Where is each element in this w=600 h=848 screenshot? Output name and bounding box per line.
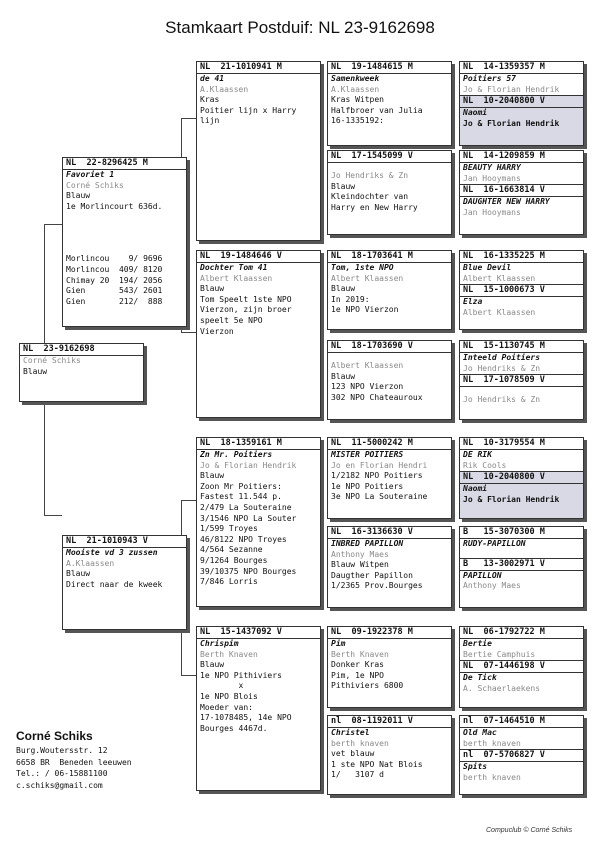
connector — [181, 118, 196, 119]
breeder-name: Anthony Maes — [331, 549, 389, 559]
connector — [181, 500, 196, 501]
ring-number: nl 07-1464510 M — [460, 716, 583, 728]
ring-number: NL 15-1130745 M — [460, 341, 583, 353]
info-line: Kleindochter van — [331, 192, 409, 202]
info-line: 1e NPO Pithiviers — [200, 670, 282, 680]
breeder-name: Jo en Florian Hendri — [331, 460, 428, 470]
ring-number: NL 15-1000673 V — [460, 285, 583, 297]
pigeon-name: Inteeld Poitiers — [463, 353, 541, 362]
info-line: Blauw — [331, 371, 356, 381]
info-line: 17-1078485, 14e NPO — [200, 713, 292, 723]
spacer — [328, 163, 451, 171]
ring-number: nl 08-1192011 V — [328, 716, 451, 728]
breeder-name: Albert Klaassen — [463, 273, 536, 283]
breeder-address: Burg.Woutersstr. 12 — [16, 746, 108, 755]
ring-number: NL 14-1359357 M — [460, 62, 583, 74]
info-line: 3/1546 NPO La Souter — [200, 513, 297, 523]
result-line: Morlincou 409/ 8120 — [66, 264, 163, 274]
info-line: 4/564 Sezanne — [200, 545, 263, 555]
ring-number: NL 17-1545099 V — [328, 151, 451, 163]
ggg-sub-entry[interactable] — [460, 374, 583, 406]
info-line: Blauw — [331, 181, 356, 191]
info-line: 46/8122 NPO Troyes — [200, 534, 287, 544]
pigeon-name: de 41 — [200, 74, 225, 83]
info-line: In 2019: — [331, 294, 370, 304]
ring-number: NL 19-1484646 V — [197, 251, 320, 263]
info-line: Blauw — [331, 284, 356, 294]
grandsire-maternal-card[interactable] — [196, 437, 321, 607]
pigeon-name: RUDY-PAPILLON — [463, 539, 526, 548]
info-line: Blauw Witpen — [331, 560, 389, 570]
ggg-sub-entry[interactable] — [460, 95, 583, 146]
ring-number: NL 16-1335225 M — [460, 251, 583, 263]
pigeon-name: PAPILLON — [463, 570, 502, 580]
great-grandparent-card[interactable] — [327, 61, 452, 146]
page-title: Stamkaart Postduif: NL 23-9162698 — [165, 18, 435, 37]
great-grandparent-card[interactable] — [327, 150, 452, 235]
ggg-sub-entry[interactable] — [460, 471, 583, 518]
ring-number: NL 18-1359161 M — [197, 438, 320, 450]
footer-credit: Compuclub © Corné Schiks — [486, 827, 573, 834]
pigeon-name: Spits — [463, 762, 488, 772]
breeder-name: Albert Klaassen — [463, 307, 536, 317]
subject-line: Corné Schiks — [23, 356, 81, 365]
breeder-name: Jo & Florian Hendrik — [463, 118, 560, 128]
subject-card[interactable] — [19, 343, 144, 402]
info-line: Bourges 4467d. — [200, 723, 268, 733]
pigeon-name: Naomi — [463, 108, 488, 118]
result-line: Gien 543/ 2601 — [66, 286, 163, 296]
breeder-name: Jo Hendriks & Zn — [463, 363, 541, 373]
info-line: 16-1335192: — [331, 116, 384, 126]
ring-number: B 13-3002971 V — [460, 559, 583, 571]
info-line: Tom Speelt 1ste NPO — [200, 294, 292, 304]
ggg-pair-card[interactable] — [459, 250, 584, 330]
ring-number: NL 10-2040800 V — [460, 472, 583, 484]
connector — [181, 500, 182, 540]
ring-number: NL 21-1010943 V — [63, 536, 186, 548]
ring-number: NL 10-3179554 M — [460, 438, 583, 450]
ggg-pair-card[interactable] — [459, 340, 584, 420]
info-line: 7/846 Lorris — [200, 577, 258, 587]
spacer — [460, 387, 583, 395]
result-line: Gien 212/ 888 — [66, 296, 163, 306]
ring-number: NL 10-2040800 V — [460, 96, 583, 108]
ggg-pair-card[interactable] — [459, 61, 584, 146]
pigeon-name: Dochter Tom 41 — [200, 263, 268, 272]
ring-number: NL 09-1922378 M — [328, 627, 451, 639]
spacer — [460, 550, 583, 558]
ring-number — [63, 158, 186, 170]
info-line: 2/479 La Souteraine — [200, 502, 292, 512]
breeder-name: Bertie Camphuis — [463, 649, 536, 659]
breeder-name: A.Klaassen — [66, 558, 115, 568]
info-line: Fastest 11.544 p. — [200, 492, 282, 502]
info-line: Moeder van: — [200, 702, 253, 712]
granddam-maternal-card[interactable] — [196, 626, 321, 791]
info-line: 302 NPO Chateauroux — [331, 392, 423, 402]
connector — [181, 332, 196, 333]
pigeon-name: Elza — [463, 297, 483, 307]
info-line: 1/ 3107 d — [331, 770, 384, 780]
great-grandparent-card[interactable] — [327, 715, 452, 795]
great-grandparent-card[interactable] — [327, 626, 452, 708]
info-line: 39/10375 NPO Bourges — [200, 566, 297, 576]
great-grandparent-card[interactable] — [327, 340, 452, 420]
ring-number: NL 11-5000242 M — [328, 438, 451, 450]
connector — [44, 401, 45, 515]
pigeon-name: Naomi — [463, 484, 488, 494]
ring-number: NL 21-1010941 M — [197, 62, 320, 74]
breeder-name: Anthony Maes — [463, 581, 521, 591]
pigeon-name: Favoriet 1 — [66, 170, 115, 179]
ring-number: NL 14-1209859 M — [460, 151, 583, 163]
connector — [181, 675, 196, 676]
pigeon-name: Mooiste vd 3 zussen — [66, 548, 158, 557]
ggg-sub-entry[interactable] — [460, 749, 583, 783]
connector — [44, 515, 62, 516]
breeder-name: Corné Schiks — [66, 180, 124, 190]
info-line: Vierzon, zijn broer — [200, 305, 292, 315]
pigeon-name: Tom, 1ste NPO — [331, 263, 394, 272]
breeder-name: Jo & Florian Hendrik — [463, 494, 560, 504]
granddam-paternal-card[interactable] — [196, 250, 321, 418]
info-line: Direct naar de kweek — [66, 579, 163, 589]
info-line: Zoon Mr Poitiers: — [200, 481, 282, 491]
pigeon-name: Zn Mr. Poitiers — [200, 450, 273, 459]
breeder-name: Jo Hendriks & Zn — [463, 395, 541, 405]
breeder-name: Rik Cools — [463, 460, 507, 470]
breeder-name: A. Schaerlaekens — [463, 683, 541, 693]
ring-number: NL 18-1703690 V — [328, 341, 451, 353]
breeder-name: A.Klaassen — [331, 84, 380, 94]
connector — [44, 224, 62, 225]
ggg-pair-card[interactable] — [459, 526, 584, 608]
breeder-email[interactable]: c.schiks@gmail.com — [16, 780, 103, 790]
ggg-sub-entry[interactable] — [460, 184, 583, 218]
info-line: Kras — [200, 95, 220, 105]
pigeon-name: MISTER POITIERS — [331, 450, 404, 459]
pigeon-name: De Tick — [463, 673, 497, 683]
info-line: 1 ste NPO Nat Blois — [331, 759, 423, 769]
pigeon-name: Christel — [331, 728, 370, 737]
result-line: Chimay 20 194/ 2056 — [66, 275, 163, 285]
breeder-postal: 6658 BR Beneden leeuwen — [16, 757, 132, 767]
ring-number: NL 07-1446198 V — [460, 661, 583, 673]
ring-number: B 15-3070300 M — [460, 527, 583, 539]
info-line: 1e NPO Blois — [200, 691, 258, 701]
breeder-name: Corné Schiks — [16, 729, 93, 743]
pigeon-name: DE RIK — [463, 450, 492, 459]
ggg-pair-card[interactable] — [459, 150, 584, 235]
pigeon-name: BEAUTY HARRY — [463, 163, 521, 172]
info-line: Blauw — [200, 660, 225, 670]
breeder-name: Berth Knaven — [331, 649, 389, 659]
ring-number: NL 17-1078509 V — [460, 375, 583, 387]
pigeon-name: Blue Devil — [463, 263, 512, 272]
breeder-phone: Tel.: / 06-15881100 — [16, 769, 108, 778]
info-line: Harry en New Harry — [331, 202, 418, 212]
great-grandparent-card[interactable] — [327, 250, 452, 330]
info-line: Blauw — [66, 191, 91, 201]
connector — [44, 224, 45, 344]
ggg-pair-card[interactable] — [459, 626, 584, 708]
pigeon-name: INBRED PAPILLON — [331, 539, 404, 548]
pigeon-name: Poitiers 57 — [463, 74, 516, 83]
info-line: Pithiviers 6800 — [331, 681, 404, 691]
pigeon-name: DAUGHTER NEW HARRY — [463, 197, 550, 207]
ggg-pair-card[interactable] — [459, 715, 584, 795]
info-line: Vierzon — [200, 326, 234, 336]
info-line: 1/2365 Prov.Bourges — [331, 581, 423, 591]
info-line: 1/599 Troyes — [200, 524, 258, 534]
info-line: Pim, 1e NPO — [331, 670, 384, 680]
breeder-name: Jo & Florian Hendrik — [463, 84, 560, 94]
great-grandparent-card[interactable] — [327, 437, 452, 519]
great-grandparent-card[interactable] — [327, 526, 452, 608]
info-line: Blauw — [200, 471, 225, 481]
breeder-name: berth knaven — [463, 772, 521, 782]
sire-card[interactable] — [62, 157, 187, 327]
info-line: 123 NPO Vierzon — [331, 382, 404, 392]
breeder-name: Albert Klaassen — [200, 273, 273, 283]
info-line: x — [200, 681, 244, 691]
result-line: Morlincou 9/ 9696 — [66, 254, 163, 264]
ggg-pair-card[interactable] — [459, 437, 584, 519]
ring-number: NL 23-9162698 — [20, 344, 143, 356]
info-line: Kras Witpen — [331, 95, 384, 105]
info-line: vet blauw — [331, 749, 375, 759]
info-line: Halfbroer van Julia — [331, 105, 423, 115]
breeder-name: Jan Hooymans — [463, 207, 521, 217]
info-line: 9/1264 Bourges — [200, 555, 268, 565]
ring-number: NL 06-1792722 M — [460, 627, 583, 639]
ring-number-text: NL 22-8296425 M — [66, 158, 148, 168]
info-line: 3e NPO La Souteraine — [331, 492, 428, 502]
info-line: 1e NPO Poitiers — [331, 481, 404, 491]
ring-number: NL 18-1703641 M — [328, 251, 451, 263]
breeder-info — [16, 729, 132, 791]
breeder-name: Jo Hendriks & Zn — [331, 171, 409, 180]
breeder-name: Jan Hooymans — [463, 173, 521, 183]
info-line: Blauw — [200, 284, 225, 294]
ring-number: NL 16-3136630 V — [328, 527, 451, 539]
breeder-name: Albert Klaassen — [331, 273, 404, 283]
info-line: Daugther Papillon — [331, 570, 413, 580]
info-line: 1e NPO Vierzon — [331, 305, 399, 315]
breeder-name: Berth Knaven — [200, 649, 258, 659]
ring-number: NL 16-1663814 V — [460, 185, 583, 197]
ggg-sub-entry[interactable] — [460, 660, 583, 694]
pigeon-name: Chrispim — [200, 639, 239, 648]
pigeon-name: Bertie — [463, 639, 492, 648]
breeder-name: berth knaven — [331, 738, 389, 748]
info-line: 1/2182 NPO Poitiers — [331, 471, 423, 481]
info-line: Poitier lijn x Harry — [200, 105, 297, 115]
pigeon-name: Samenkweek — [331, 74, 380, 83]
grandsire-paternal-card[interactable] — [196, 61, 321, 241]
info-line: lijn — [200, 116, 220, 126]
breeder-name: berth knaven — [463, 738, 521, 748]
info-line: Donker Kras — [331, 660, 384, 670]
pigeon-name: Pim — [331, 639, 346, 648]
ring-number: NL 15-1437092 V — [197, 627, 320, 639]
ring-number: nl 07-5706827 V — [460, 750, 583, 762]
breeder-name: Jo & Florian Hendrik — [200, 460, 297, 470]
spacer — [328, 353, 451, 361]
pigeon-name: Old Mac — [463, 728, 497, 737]
breeder-name: A.Klaassen — [200, 84, 249, 94]
info-line: 1e Morlincourt 636d. — [66, 201, 163, 211]
ring-number: NL 19-1484615 M — [328, 62, 451, 74]
info-line: Blauw — [66, 569, 91, 579]
breeder-name: Albert Klaassen — [331, 361, 404, 370]
ggg-sub-entry[interactable] — [460, 284, 583, 318]
ggg-sub-entry[interactable] — [460, 558, 583, 592]
info-line: speelt 5e NPO — [200, 315, 263, 325]
dam-card[interactable] — [62, 535, 187, 630]
subject-line: Blauw — [23, 366, 48, 376]
